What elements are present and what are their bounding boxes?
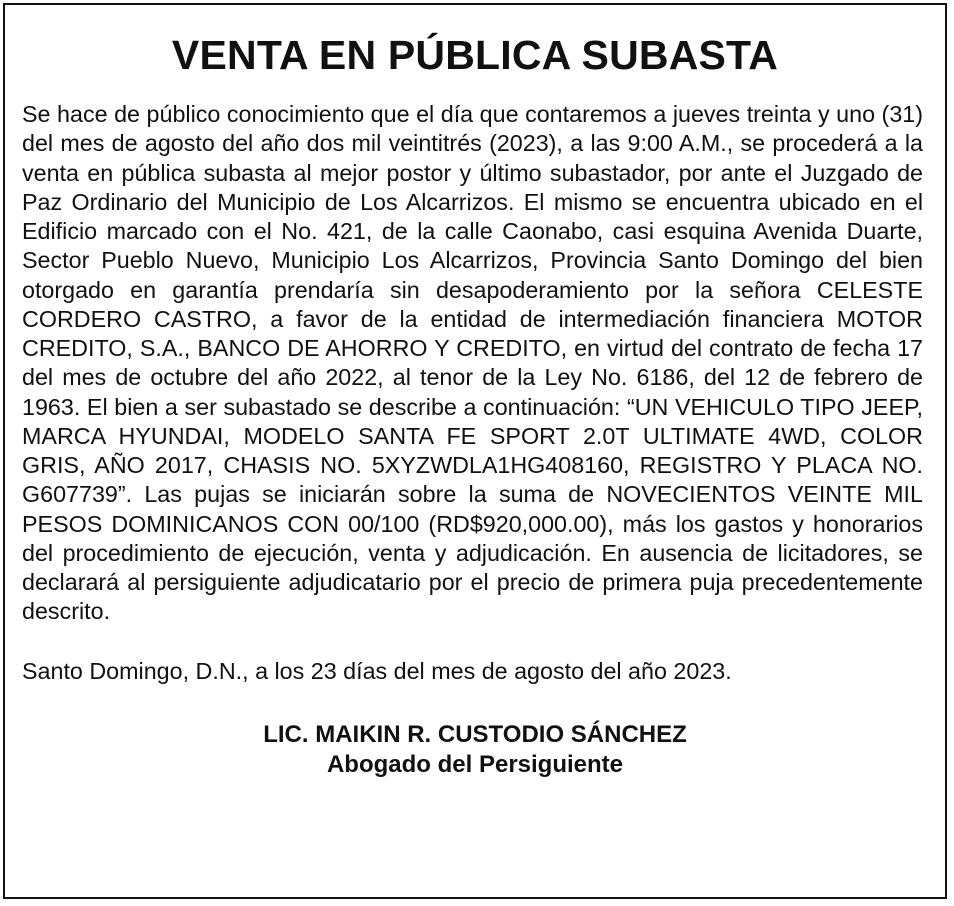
- signature-name: LIC. MAIKIN R. CUSTODIO SÁNCHEZ: [263, 720, 687, 748]
- signature-block: [5, 720, 945, 780]
- auction-notice: [3, 3, 947, 899]
- notice-body: Se hace de público conocimiento que el día que contaremos a jueves treinta y uno (31) del mes de agosto del año dos mil veintitrés (2023), a las 9:00 A.M., se procederá a la venta en pública subasta al mejor postor y último subastador, por ante el Juzgado de Paz Ordinario del Municipio de Los Alcarrizos. El mismo se encuentra ubicado en el Edificio marcado con el No. 421, de la calle Caonabo, casi esquina Avenida Duarte, Sector Pueblo Nuevo, Municipio Los Alcarrizos, Provincia Santo Domingo del bien otorgado en garantía prendaría sin desapoderamiento por la señora CELESTE CORDERO CASTRO, a favor de la entidad de intermediación financiera MOTOR CREDITO, S.A., BANCO DE AHORRO Y CREDITO, en virtud del contrato de fecha 17 del mes de octubre del año 2022, al tenor de la Ley No. 6186, del 12 de febrero de 1963. El bien a ser subastado se describe a continuación: “UN VEHICULO TIPO JEEP, MARCA HYUNDAI, MODELO SANTA FE SPORT 2.0T ULTIMATE 4WD, COLOR GRIS, AÑO 2017, CHASIS NO. 5XYZWDLA1HG408160, REGISTRO Y PLACA NO. G607739”. Las pujas se iniciarán sobre la suma de NOVECIENTOS VEINTE MIL PESOS DOMINICANOS CON 00/100 (RD$920,000.00), más los gastos y honorarios del procedimiento de ejecución, venta y adjudicación. En ausencia de licitadores, se declarará al persiguiente adjudicatario por el precio de primera puja precedentemente descrito.: [22, 101, 923, 625]
- signature-role: Abogado del Persiguiente: [326, 750, 624, 778]
- notice-date-line: Santo Domingo, D.N., a los 23 días del mes de agosto del año 2023.: [22, 657, 732, 684]
- notice-title: VENTA EN PÚBLICA SUBASTA: [171, 32, 779, 78]
